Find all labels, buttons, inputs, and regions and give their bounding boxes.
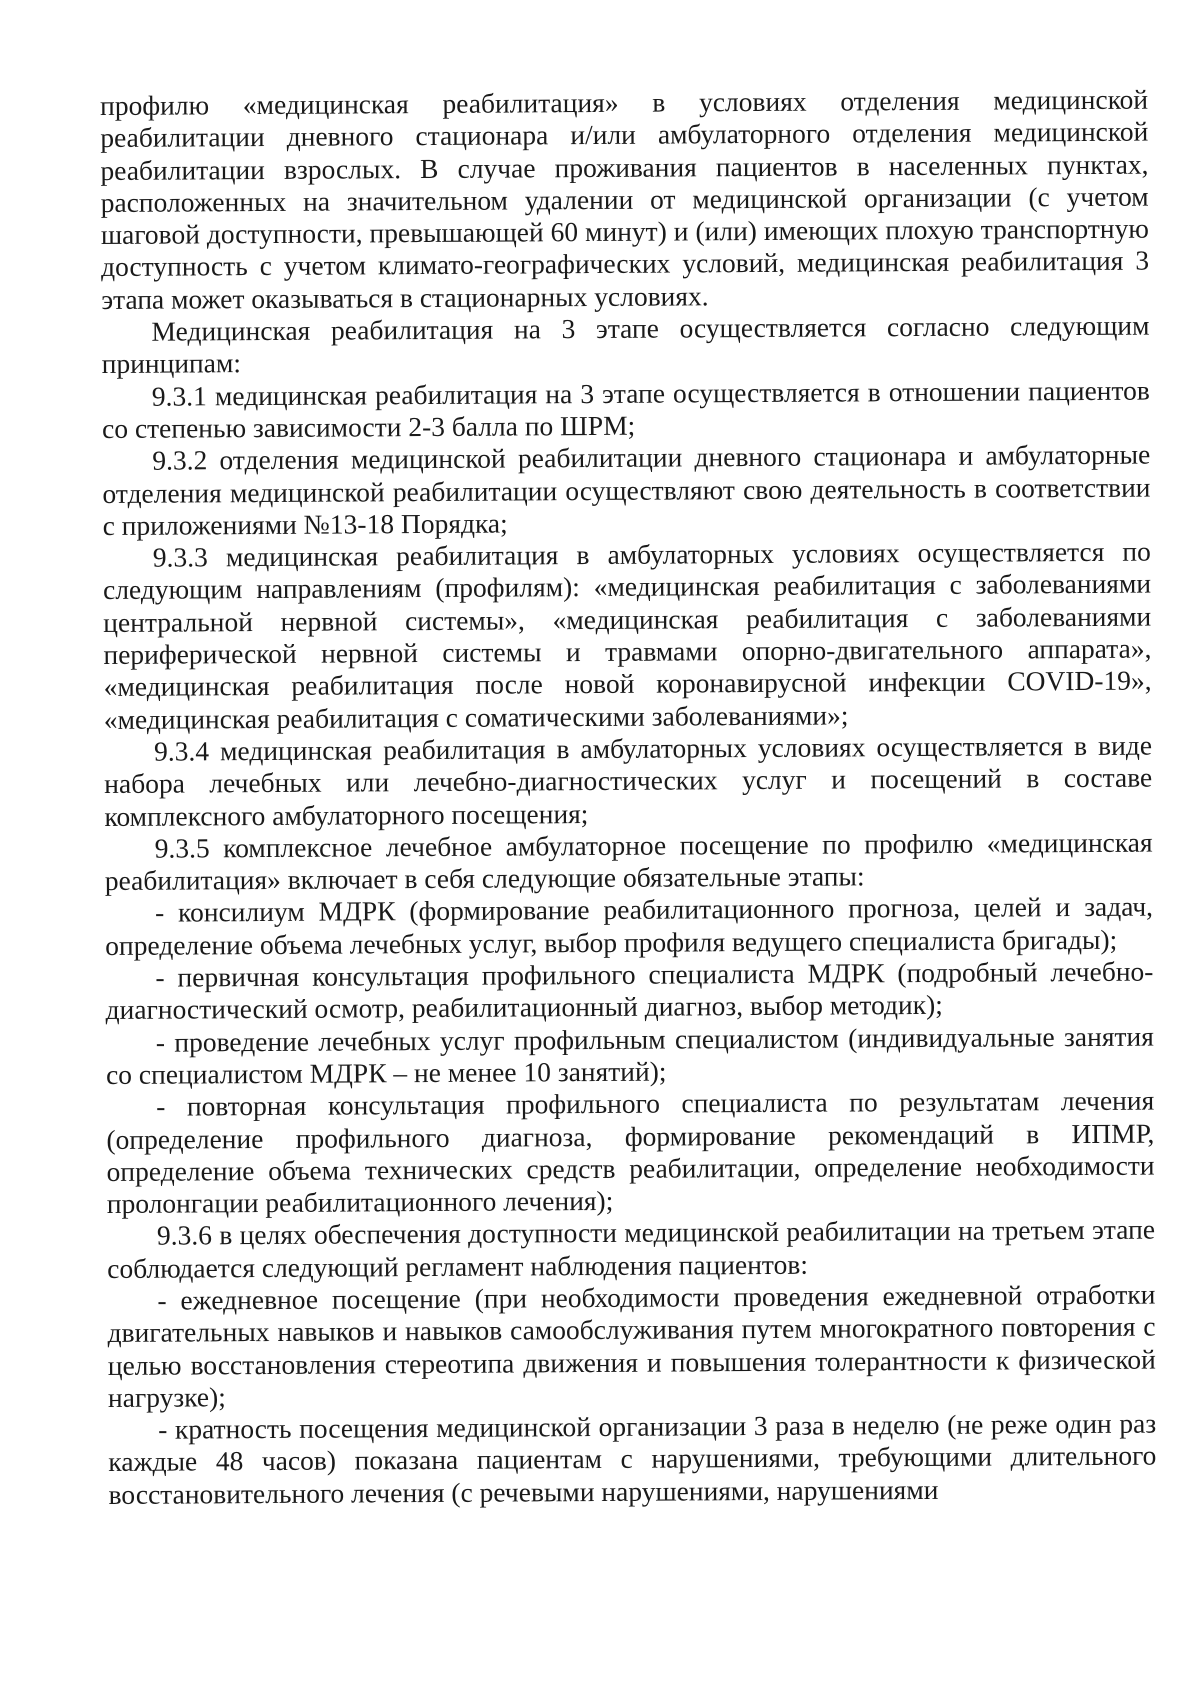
paragraph-principles-intro: Медицинская реабилитация на 3 этапе осуществляется согласно следующим принципам: — [101, 309, 1150, 380]
paragraph-9-3-2: 9.3.2 отделения медицинской реабилитации дневного стационара и амбулаторные отделения медицинской реабилитации осуществляют свою деятельность в соответствии с приложениями №13-18 Порядка; — [102, 438, 1151, 541]
list-item-treatment-services: - проведение лечебных услуг профильным специалистом (индивидуальные занятия со специалистом МДРК – не менее 10 занятий); — [105, 1020, 1154, 1090]
paragraph-9-3-3: 9.3.3 медицинская реабилитация в амбулаторных условиях осуществляется по следующим направлениям (профилям): «медицинская реабилитация с заболеваниями центральной нервной системы», «медицинская реабилитация с заболеваниями периферической нервной системы и травмами опорно-двигательного аппарата», «медицинская реабилитация после новой коронавирусной инфекции COVID-19», «медицинская реабилитация с соматическими заболеваниями»; — [102, 535, 1152, 735]
document-body — [100, 84, 1157, 1511]
paragraph-9-3-5: 9.3.5 комплексное лечебное амбулаторное посещение по профилю «медицинская реабилитация» включает в себя следующие обязательные этапы: — [104, 826, 1153, 897]
paragraph-9-3-6: 9.3.6 в целях обеспечения доступности медицинской реабилитации на третьем этапе соблюдается следующий регламент наблюдения пациентов: — [107, 1213, 1156, 1284]
paragraph-continuation: профилю «медицинская реабилитация» в условиях отделения медицинской реабилитации дневного стационара и/или амбулаторного отделения медицинской реабилитации взрослых. В случае проживания пациентов в населенных пунктах, расположенных на значительном удалении от медицинской организации (с учетом шаговой доступности, превышающей 60 минут) и (или) имеющих плохую транспортную доступность с учетом климато-географических условий, медицинская реабилитация 3 этапа может оказываться в стационарных условиях. — [100, 83, 1150, 315]
list-item-primary-consultation: - первичная консультация профильного специалиста МДРК (подробный лечебно-диагностический осмотр, реабилитационный диагноз, выбор методик); — [105, 955, 1154, 1026]
list-item-visit-frequency: - кратность посещения медицинской организации 3 раза в неделю (не реже один раз каждые 48 часов) показана пациентам с нарушениями, требующими длительного восстановительного лечения (с речевыми нарушениями, нарушениями — [108, 1407, 1157, 1510]
list-item-repeat-consultation: - повторная консультация профильного специалиста по результатам лечения (определение профильного диагноза, формирование рекомендаций в ИПМР, определение объема технических средств реабилитации, определение необходимости пролонгации реабилитационного лечения); — [106, 1084, 1155, 1220]
paragraph-9-3-1: 9.3.1 медицинская реабилитация на 3 этапе осуществляется в отношении пациентов со степенью зависимости 2-3 балла по ШРМ; — [101, 374, 1150, 444]
paragraph-9-3-4: 9.3.4 медицинская реабилитация в амбулаторных условиях осуществляется в виде набора лечебных или лечебно-диагностических услуг и посещений в составе комплексного амбулаторного посещения; — [104, 729, 1153, 832]
list-item-daily-visit: - ежедневное посещение (при необходимости проведения ежедневной отработки двигательных навыков и навыков самообслуживания путем многократного повторения с целью восстановления стереотипа движения и повышения толерантности к физической нагрузке); — [107, 1278, 1156, 1413]
list-item-council: - консилиум МДРК (формирование реабилитационного прогноза, целей и задач, определение объема лечебных услуг, выбор профиля ведущего специалиста бригады); — [105, 891, 1154, 961]
